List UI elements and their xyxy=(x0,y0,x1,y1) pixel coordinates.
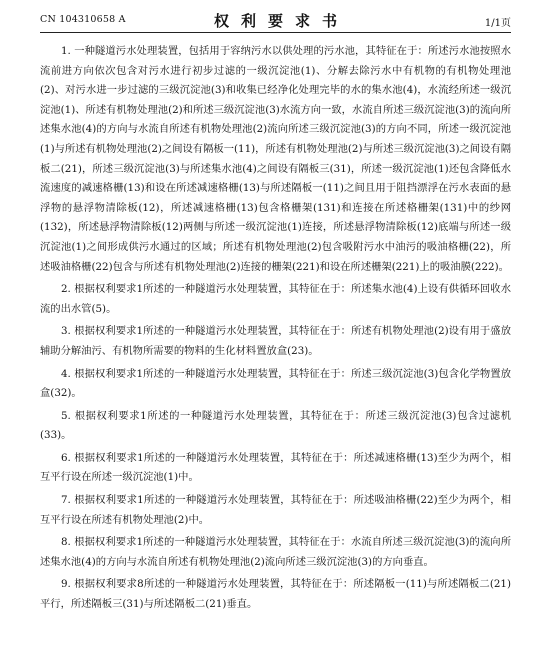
claim-paragraph: 2. 根据权利要求1所述的一种隧道污水处理装置，其特征在于：所述集水池(4)上设有供循环回收水流的出水管(5)。 xyxy=(40,283,511,315)
claim-paragraph: 9. 根据权利要求8所述的一种隧道污水处理装置，其特征在于：所述隔板一(11)与所述隔板二(21)平行，所述隔板三(31)与所述隔板二(21)垂直。 xyxy=(40,578,511,611)
claim-paragraph: 5. 根据权利要求1所述的一种隧道污水处理装置，其特征在于：所述三级沉淀池(3)包含过滤机(33)。 xyxy=(40,409,511,442)
page-header xyxy=(40,10,511,32)
claim-paragraph: 7. 根据权利要求1所述的一种隧道污水处理装置，其特征在于：所述吸油格栅(22)至少为两个，相互平行设在所述有机物处理池(2)中。 xyxy=(40,494,511,526)
header-divider xyxy=(40,32,511,33)
claim-paragraph: 3. 根据权利要求1所述的一种隧道污水处理装置，其特征在于：所述有机物处理池(2)设有用于盛放辅助分解油污、有机物所需要的物料的生化材料置放盒(23)。 xyxy=(40,325,511,357)
publication-number: CN 104310658 A xyxy=(40,14,126,25)
page-number: 1/1页 xyxy=(484,18,511,29)
claim-paragraph: 1. 一种隧道污水处理装置，包括用于容纳污水以供处理的污水池，其特征在于：所述污水池按照水流前进方向依次包含对污水进行初步过滤的一级沉淀池(1)、分解去除污水中有机物的有机物处理池(2)、对污水进一步过滤的三级沉淀池(3)和收集已经净化处理完毕的水的集水池(4)，水流经所述一级沉淀池(1)、所述有机物处理池(2)和所述三级沉淀池(3)水流方向一致，水流自所述三级沉淀池(3)的流向所述集水池(4)的方向与水流自所述有机物处理池(2)流向所述三级沉淀池(3)的方向不同，所述一级沉淀池(1)与所述有机物处理池(2)之间设有隔板一(11)，所述有机物处理池(2)与所述三级沉淀池(3)之间设有隔板二(21)，所述三级沉淀池(3)与所述集水池(4)之间设有隔板三(31)，所述一级沉淀池(1)还包含降低水流速度的减速格栅(13)和设在所述减速格栅(13)与所述隔板一(11)之间且用于阻挡漂浮在污水表面的悬浮物的悬浮物清除板(12)，所述减速格栅(13)包含格栅架(131)和连接在所述格栅架(131)中的纱网(132)，所述悬浮物清除板(12)两侧与所述一级沉淀池(1)连接，所述悬浮物清除板(12)底端与所述一级沉淀池(1)之间形成供污水通过的区域；所述有机物处理池(2)包含吸附污水中油污的吸油格栅(22)，所述吸油格栅(22)包含与所述有机物处理池(2)连接的栅架(221)和设在所述栅架(221)上的吸油膜(222)。 xyxy=(40,45,511,273)
claim-paragraph: 6. 根据权利要求1所述的一种隧道污水处理装置，其特征在于：所述减速格栅(13)至少为两个，相互平行设在所述一级沉淀池(1)中。 xyxy=(40,451,511,484)
claims-body xyxy=(40,42,511,618)
claim-paragraph: 4. 根据权利要求1所述的一种隧道污水处理装置，其特征在于：所述三级沉淀池(3)包含化学物置放盒(32)。 xyxy=(40,367,511,400)
claim-paragraph: 8. 根据权利要求1所述的一种隧道污水处理装置，其特征在于：水流自所述三级沉淀池(3)的流向所述集水池(4)的方向与水流自所述有机物处理池(2)流向所述三级沉淀池(3)的方向垂直。 xyxy=(40,536,511,568)
document-title: 权利要求书 xyxy=(213,12,349,30)
